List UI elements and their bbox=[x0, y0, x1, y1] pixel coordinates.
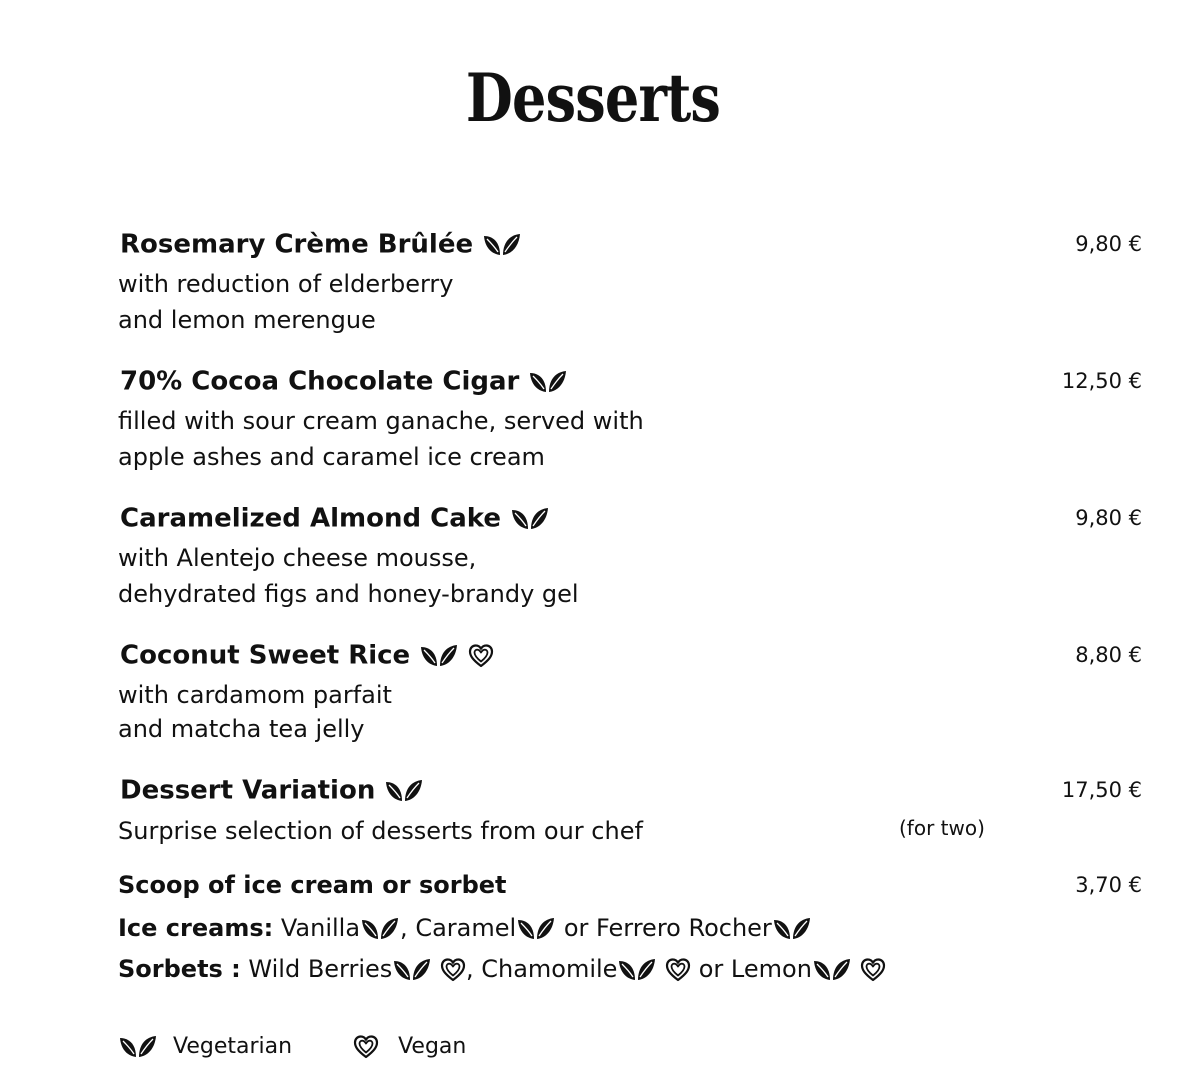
flavor: Lemon bbox=[730, 955, 812, 983]
dessert-name-text: 70% Cocoa Chocolate Cigar bbox=[120, 366, 520, 397]
leaf-icon bbox=[392, 956, 432, 984]
dessert-price: 8,80 € bbox=[1075, 643, 1142, 667]
diet-legend bbox=[118, 1029, 466, 1065]
dessert-name-text: Rosemary Crème Brûlée bbox=[120, 229, 474, 260]
leaf-icon bbox=[118, 1033, 158, 1061]
dessert-description-line: with cardamom parfait bbox=[118, 681, 392, 709]
leaf-icon bbox=[482, 231, 522, 259]
dessert-description-line: filled with sour cream ganache, served with bbox=[118, 407, 644, 435]
leaf-icon bbox=[510, 505, 550, 533]
scoop-name: Scoop of ice cream or sorbet bbox=[118, 871, 507, 899]
legend-vegan bbox=[353, 1029, 466, 1065]
flavor: Ferrero Rocher bbox=[596, 914, 772, 942]
dessert-name bbox=[120, 229, 522, 260]
leaf-icon bbox=[617, 956, 657, 984]
heart-icon bbox=[353, 1034, 379, 1060]
dessert-price: 12,50 € bbox=[1061, 369, 1142, 393]
flavor: Caramel bbox=[415, 914, 517, 942]
scoop-price: 3,70 € bbox=[1075, 873, 1142, 897]
menu-title: Desserts bbox=[465, 59, 721, 137]
leaf-icon bbox=[516, 915, 556, 943]
dessert-description-line: with Alentejo cheese mousse, bbox=[118, 544, 477, 572]
dessert-description-line: and lemon merengue bbox=[118, 306, 376, 334]
dessert-description-line: dehydrated figs and honey-brandy gel bbox=[118, 580, 579, 608]
connector: or bbox=[698, 955, 724, 983]
dessert-name-text: Dessert Variation bbox=[120, 775, 376, 806]
dessert-name bbox=[120, 640, 494, 671]
separator: , bbox=[400, 914, 416, 942]
sorbets-label: Sorbets : bbox=[118, 955, 241, 983]
leaf-icon bbox=[772, 915, 812, 943]
heart-icon bbox=[860, 957, 886, 983]
heart-icon bbox=[665, 957, 691, 983]
dessert-description-line: with reduction of elderberry bbox=[118, 270, 454, 298]
leaf-icon bbox=[419, 642, 459, 670]
dessert-description-line: apple ashes and caramel ice cream bbox=[118, 443, 545, 471]
leaf-icon bbox=[812, 956, 852, 984]
flavor: Wild Berries bbox=[248, 955, 393, 983]
dessert-name bbox=[120, 366, 568, 397]
flavor: Vanilla bbox=[280, 914, 361, 942]
dessert-name-text: Coconut Sweet Rice bbox=[120, 640, 411, 671]
flavor: Chamomile bbox=[481, 955, 618, 983]
leaf-icon bbox=[528, 368, 568, 396]
serving-note: (for two) bbox=[899, 816, 985, 840]
heart-icon bbox=[468, 643, 494, 669]
connector: or bbox=[563, 914, 589, 942]
ice-creams-line bbox=[118, 912, 812, 944]
leaf-icon bbox=[384, 777, 424, 805]
ice-creams-label: Ice creams: bbox=[118, 914, 274, 942]
legend-label: Vegetarian bbox=[173, 1034, 293, 1059]
dessert-description-line: Surprise selection of desserts from our chef bbox=[118, 817, 643, 845]
dessert-name-text: Caramelized Almond Cake bbox=[120, 503, 501, 534]
dessert-price: 9,80 € bbox=[1075, 506, 1142, 530]
dessert-price: 17,50 € bbox=[1061, 778, 1142, 802]
sorbets-line bbox=[118, 953, 886, 985]
heart-icon bbox=[440, 957, 466, 983]
separator: , bbox=[465, 955, 482, 983]
dessert-price: 9,80 € bbox=[1075, 232, 1142, 256]
dessert-name bbox=[120, 503, 550, 534]
dessert-name bbox=[120, 775, 424, 806]
legend-label: Vegan bbox=[398, 1034, 467, 1059]
dessert-description-line: and matcha tea jelly bbox=[118, 715, 365, 743]
leaf-icon bbox=[360, 915, 400, 943]
legend-vegetarian bbox=[118, 1029, 292, 1065]
